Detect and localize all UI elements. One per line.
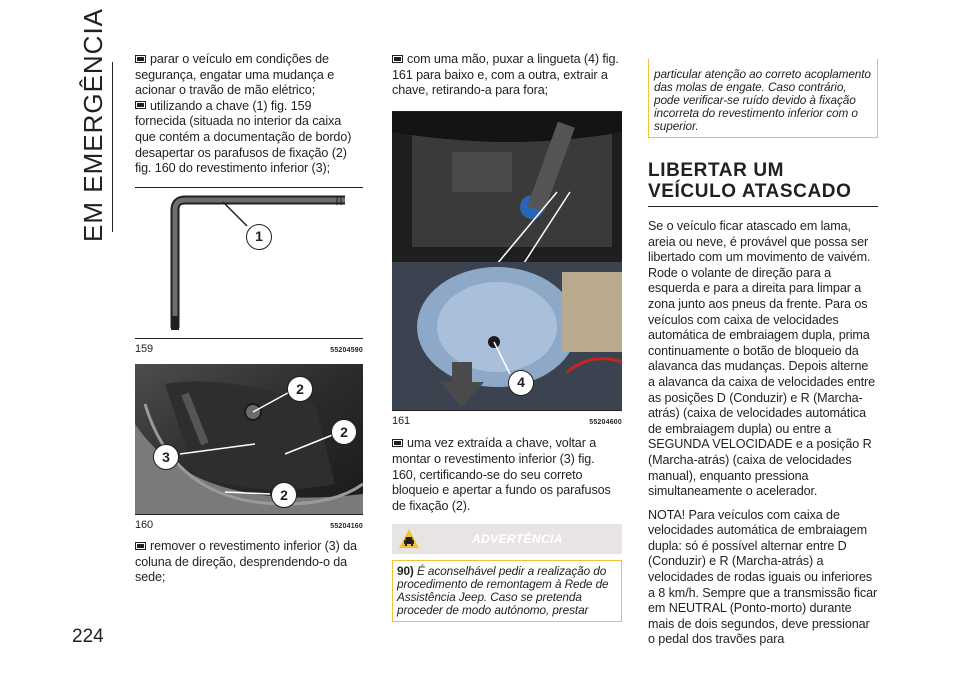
step-text: utilizando a chave (1) fig. 159 fornecida (situada no interior da caixa que contém a documentação de bordo) desapertar os parafusos de fixação (2) fig. 160 do revestimento inferior (3);: [135, 98, 352, 176]
warning-title: ADVERTÊNCIA: [472, 531, 563, 546]
figure-number: 161: [392, 414, 411, 427]
warning-text: particular atenção ao correto acoplamento das molas de engate. Caso contrário, pode verificar-se ruído devido à fixação incorreta do revestimento inferior com o superior.: [654, 67, 871, 133]
figure-code: 55204160: [330, 523, 363, 531]
key-illustration: [135, 188, 363, 338]
figure-code: 55204590: [330, 346, 363, 354]
figure-caption: [392, 414, 622, 431]
callout-2: 2: [287, 376, 313, 402]
key-extraction-photo: [392, 112, 622, 410]
wrench-bullet-icon: [135, 55, 146, 63]
figure-160: [135, 364, 363, 535]
warning-car-icon: [398, 528, 420, 550]
column-3: [648, 52, 878, 648]
body-paragraph: NOTA! Para veículos com caixa de velocidades automática de embraiagem dupla: só é possível alternar entre D (Conduzir) e R (Marcha-atrás) a velocidades de rodas iguais ou inferiores a 8 km/h. Sempre que a transmissão ficar em NEUTRAL (Ponto-morto) durante mais de dois segundos, deve pressionar o pedal dos travões para: [648, 507, 878, 647]
wrench-bullet-icon: [392, 55, 403, 63]
step-paragraph: [135, 99, 363, 177]
steering-column-photo: [135, 364, 363, 514]
warning-box: [392, 560, 622, 622]
callout-2: 2: [331, 419, 357, 445]
column-2: [392, 52, 622, 622]
callout-2: 2: [271, 482, 297, 508]
figure-number: 160: [135, 519, 154, 532]
callout-1: 1: [246, 224, 272, 250]
steering-column-drawing: [135, 364, 363, 514]
wrench-bullet-icon: [392, 439, 403, 447]
key-extraction-drawing: [392, 112, 622, 410]
figure-caption: [135, 518, 363, 535]
section-title: EM EMERGÊNCIA: [78, 7, 108, 242]
figure-number: 159: [135, 342, 154, 355]
key-drawing: [135, 188, 363, 338]
step-text: parar o veículo em condições de segurança, engatar uma mudança e acionar o travão de mão elétrico;: [135, 52, 335, 98]
body-paragraph: Se o veículo ficar atascado em lama, areia ou neve, é provável que possa ser libertado com um movimento de vaivém. Rode o volante de direção para a esquerda e para a direita para limpar a zona junto aos pneus da frente. Para os veículos com caixa de velocidades automática de embraiagem dupla, prima continuamente o botão de bloqueio da alavanca das mudanças. Depois alterne a alavanca da caixa de velocidades entre as posições D (Conduzir) e R (Marcha-atrás) (caixa de velocidades automática de embraiagem dupla) ou entre a SEGUNDA VELOCIDADE e a posição R (Marcha-atrás) (caixa de velocidades manual), enquanto pressiona simultaneamente o acelerador.: [648, 219, 876, 499]
column-1: [135, 52, 363, 586]
figure-bottom-rule: [135, 338, 363, 339]
step-text: com uma mão, puxar a lingueta (4) fig. 161 para baixo e, com a outra, extrair a chave, retirando-a para fora;: [392, 52, 619, 98]
step-paragraph: [392, 52, 622, 99]
figure-159: [135, 187, 363, 359]
wrench-bullet-icon: [135, 101, 146, 109]
step-paragraph: [135, 52, 363, 99]
wrench-bullet-icon: [135, 542, 146, 550]
warning-continuation: [648, 59, 878, 138]
figure-code: 55204600: [589, 418, 622, 426]
figure-caption: [135, 342, 363, 359]
step-text: remover o revestimento inferior (3) da coluna de direção, desprendendo-o da sede;: [135, 538, 357, 585]
page-number: 224: [72, 626, 104, 647]
callout-3: 3: [153, 444, 179, 470]
figure-bottom-rule: [392, 410, 622, 411]
step-paragraph: [392, 436, 622, 514]
figure-161: [392, 111, 622, 431]
figure-bottom-rule: [135, 514, 363, 515]
step-paragraph: [135, 539, 363, 586]
section-divider: [112, 62, 113, 232]
section-heading: LIBERTAR UM VEÍCULO ATASCADO: [648, 160, 878, 207]
step-text: uma vez extraída a chave, voltar a montar o revestimento inferior (3) fig. 160, certificando-se do seu correto bloqueio e apertar a fundo os parafusos de fixação (2).: [392, 436, 611, 513]
callout-4: 4: [508, 370, 534, 396]
warning-header: [392, 524, 622, 554]
warning-text: É aconselhável pedir a realização do procedimento de remontagem à Rede de Assistência Jeep. Caso se pretenda proceder de modo autónomo, prestar: [397, 564, 609, 618]
warning-number: 90): [397, 564, 414, 579]
